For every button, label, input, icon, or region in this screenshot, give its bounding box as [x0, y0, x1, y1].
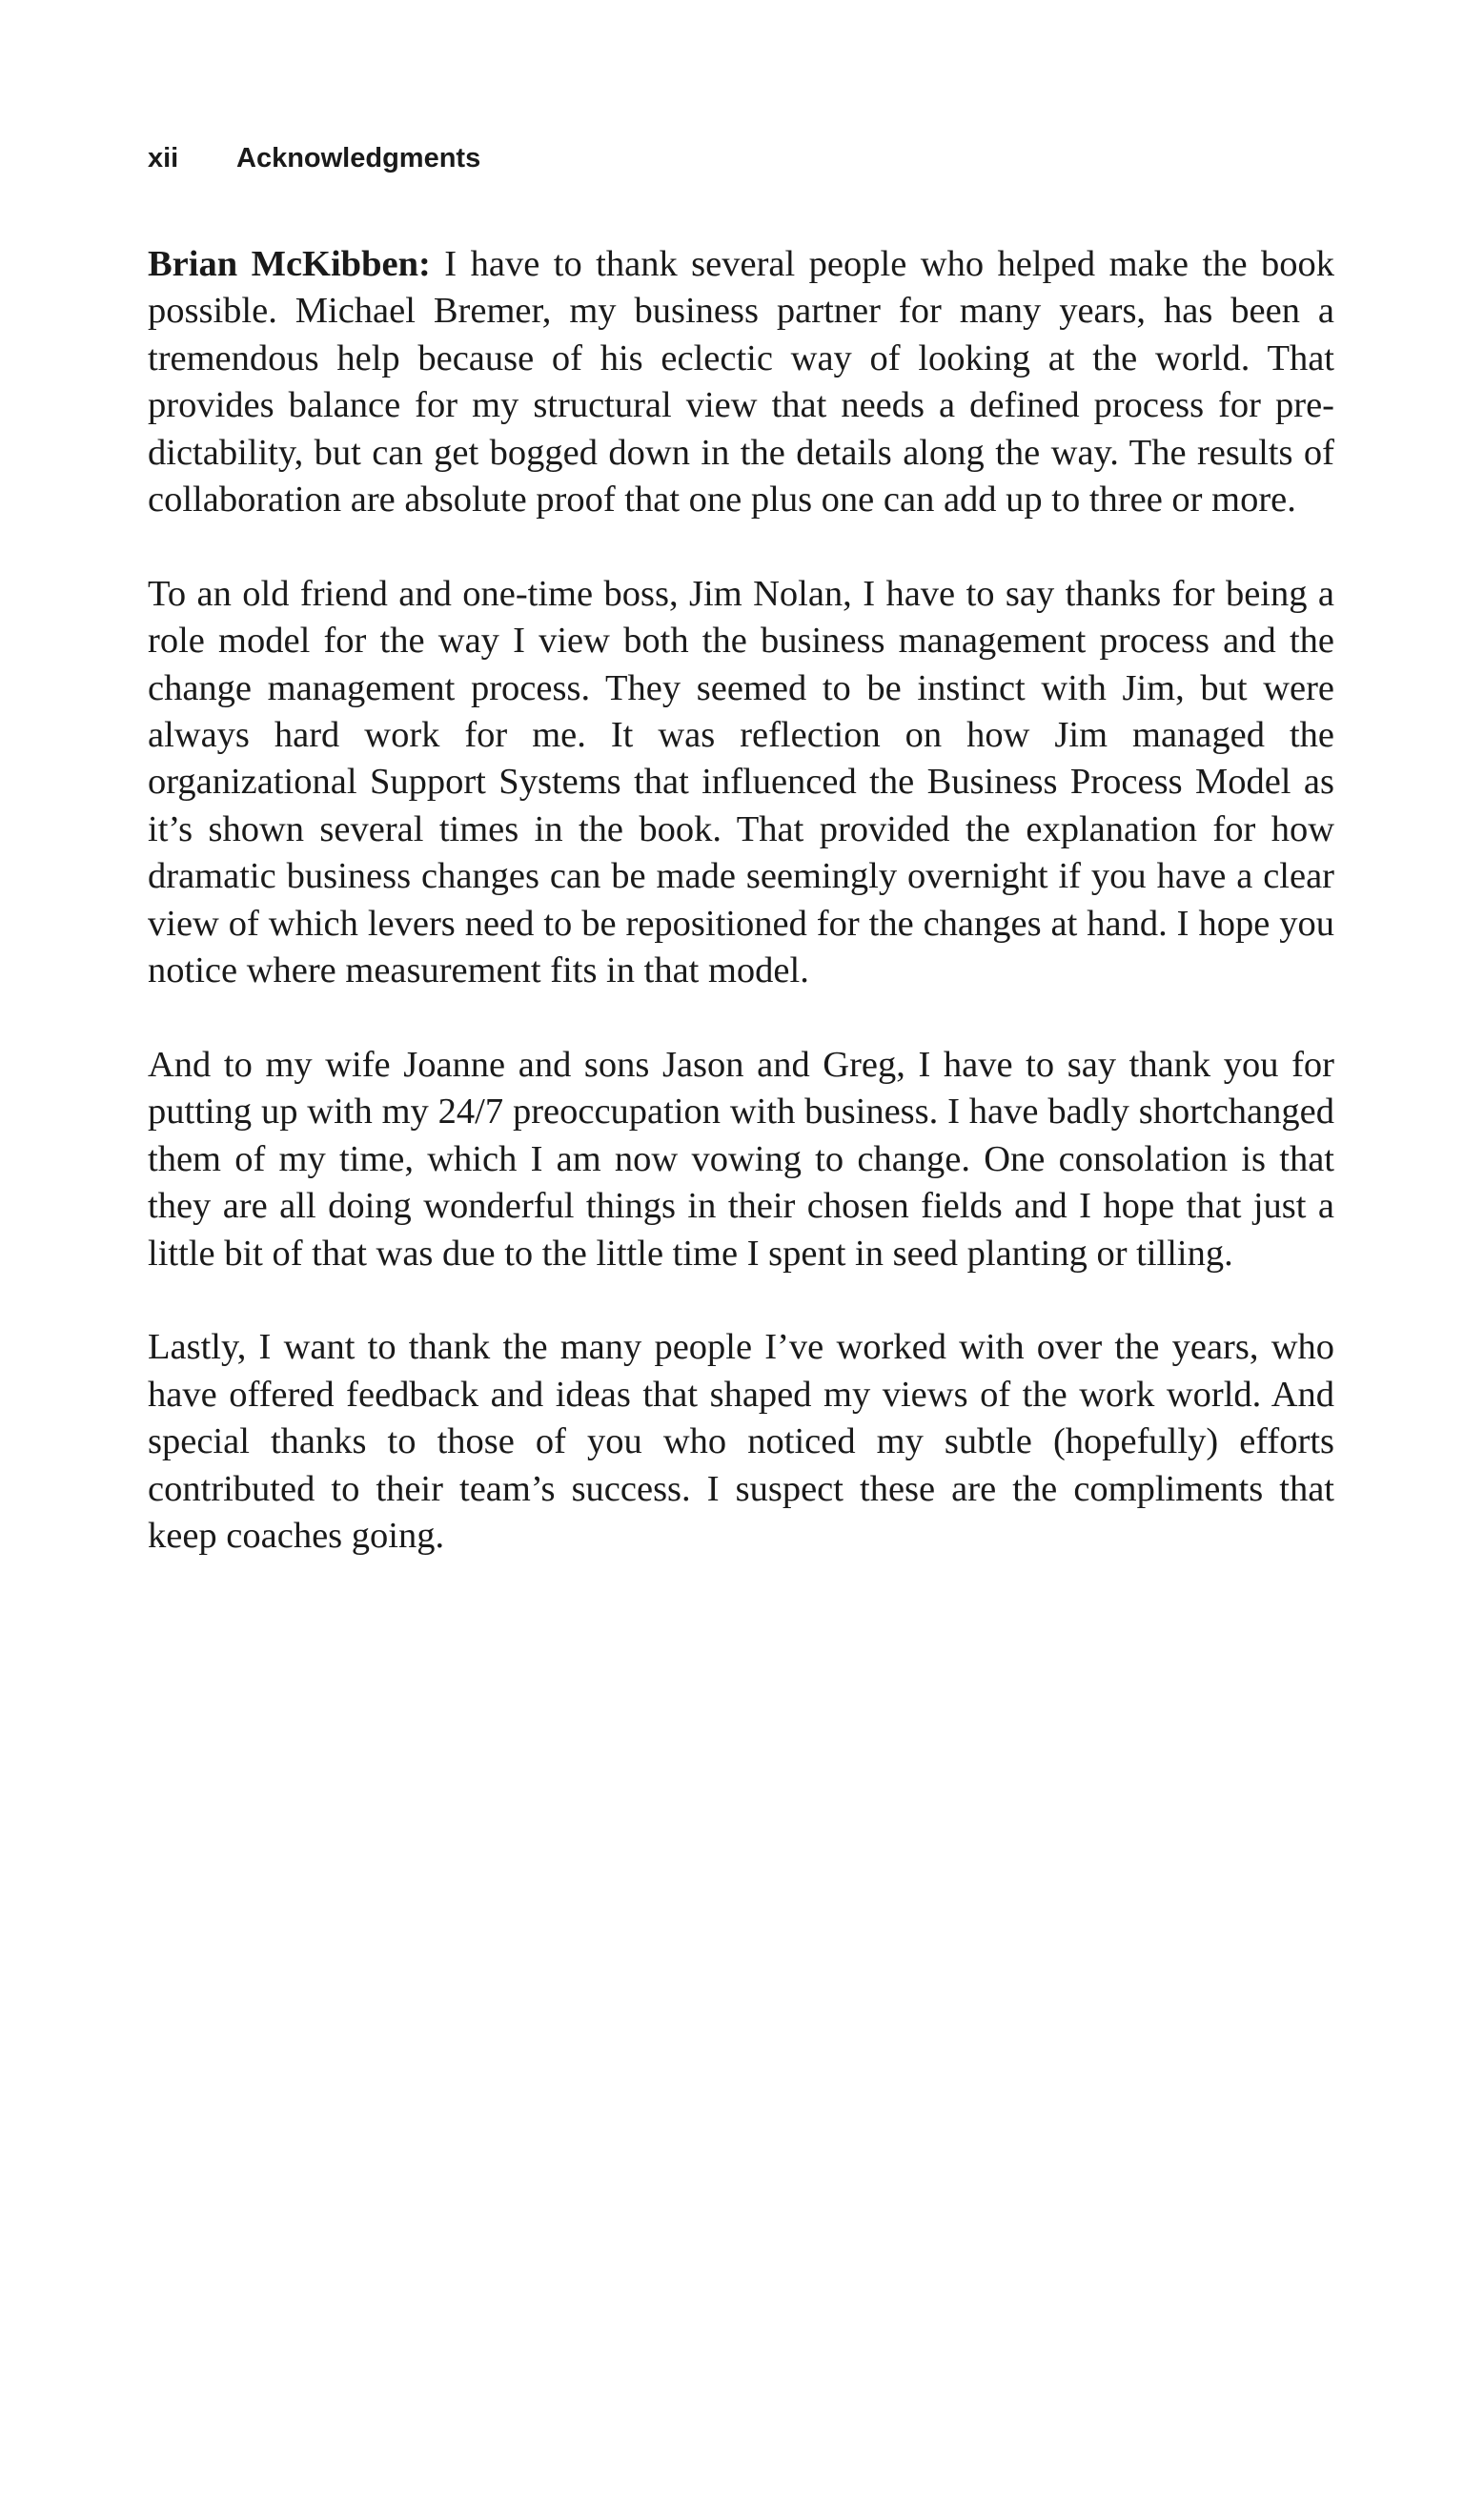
acknowledgments-body — [148, 241, 1334, 1607]
paragraph-text: I have to thank several people who helped make the book possible. Michael Bremer, my business partner for many years, has been a tremendous help because of his eclectic way of looking at the world. That provides balance for my structural view that needs a defined process for predictability, but can get bogged down in the details along the way. The results of collaboration are absolute proof that one plus one can add up to three or more. — [148, 244, 1335, 521]
paragraph-closing: Lastly, I want to thank the many people I’ve worked with over the years, who have offered feedback and ideas that shaped my views of the work world. And special thanks to those of you who noticed my subtle (hopefully) efforts contributed to their team’s success. I suspect these are the compliments that keep coaches going. — [148, 1327, 1334, 1556]
author-name: Brian McKibben: — [148, 244, 431, 284]
paragraph-brian-mckibben — [148, 241, 1334, 523]
page-number: xii — [148, 143, 179, 174]
paragraph-family: And to my wife Joanne and sons Jason and Greg, I have to say thank you for putting up with my 24/7 preoccupation with business. I have badly shortchanged them of my time, which I am now vowing to change. One consolation is that they are all doing wonderful things in their chosen fields and I hope that just a little bit of that was due to the little time I spent in seed planting or tilling. — [148, 1044, 1334, 1274]
running-head — [148, 139, 480, 177]
section-title: Acknowledgments — [236, 143, 481, 174]
paragraph-jim-nolan: To an old friend and one-time boss, Jim Nolan, I have to say thanks for being a role model for the way I view both the business management process and the change management process. They seemed to be instinct with Jim, but were always hard work for me. It was reflection on how Jim managed the organizational Support Systems that influenced the Business Process Model as it’s shown several times in the book. That provided the explanation for how dramatic business changes can be made seemingly overnight if you have a clear view of which levers need to be repositioned for the changes at hand. I hope you notice where measurement fits in that model. — [148, 573, 1334, 991]
